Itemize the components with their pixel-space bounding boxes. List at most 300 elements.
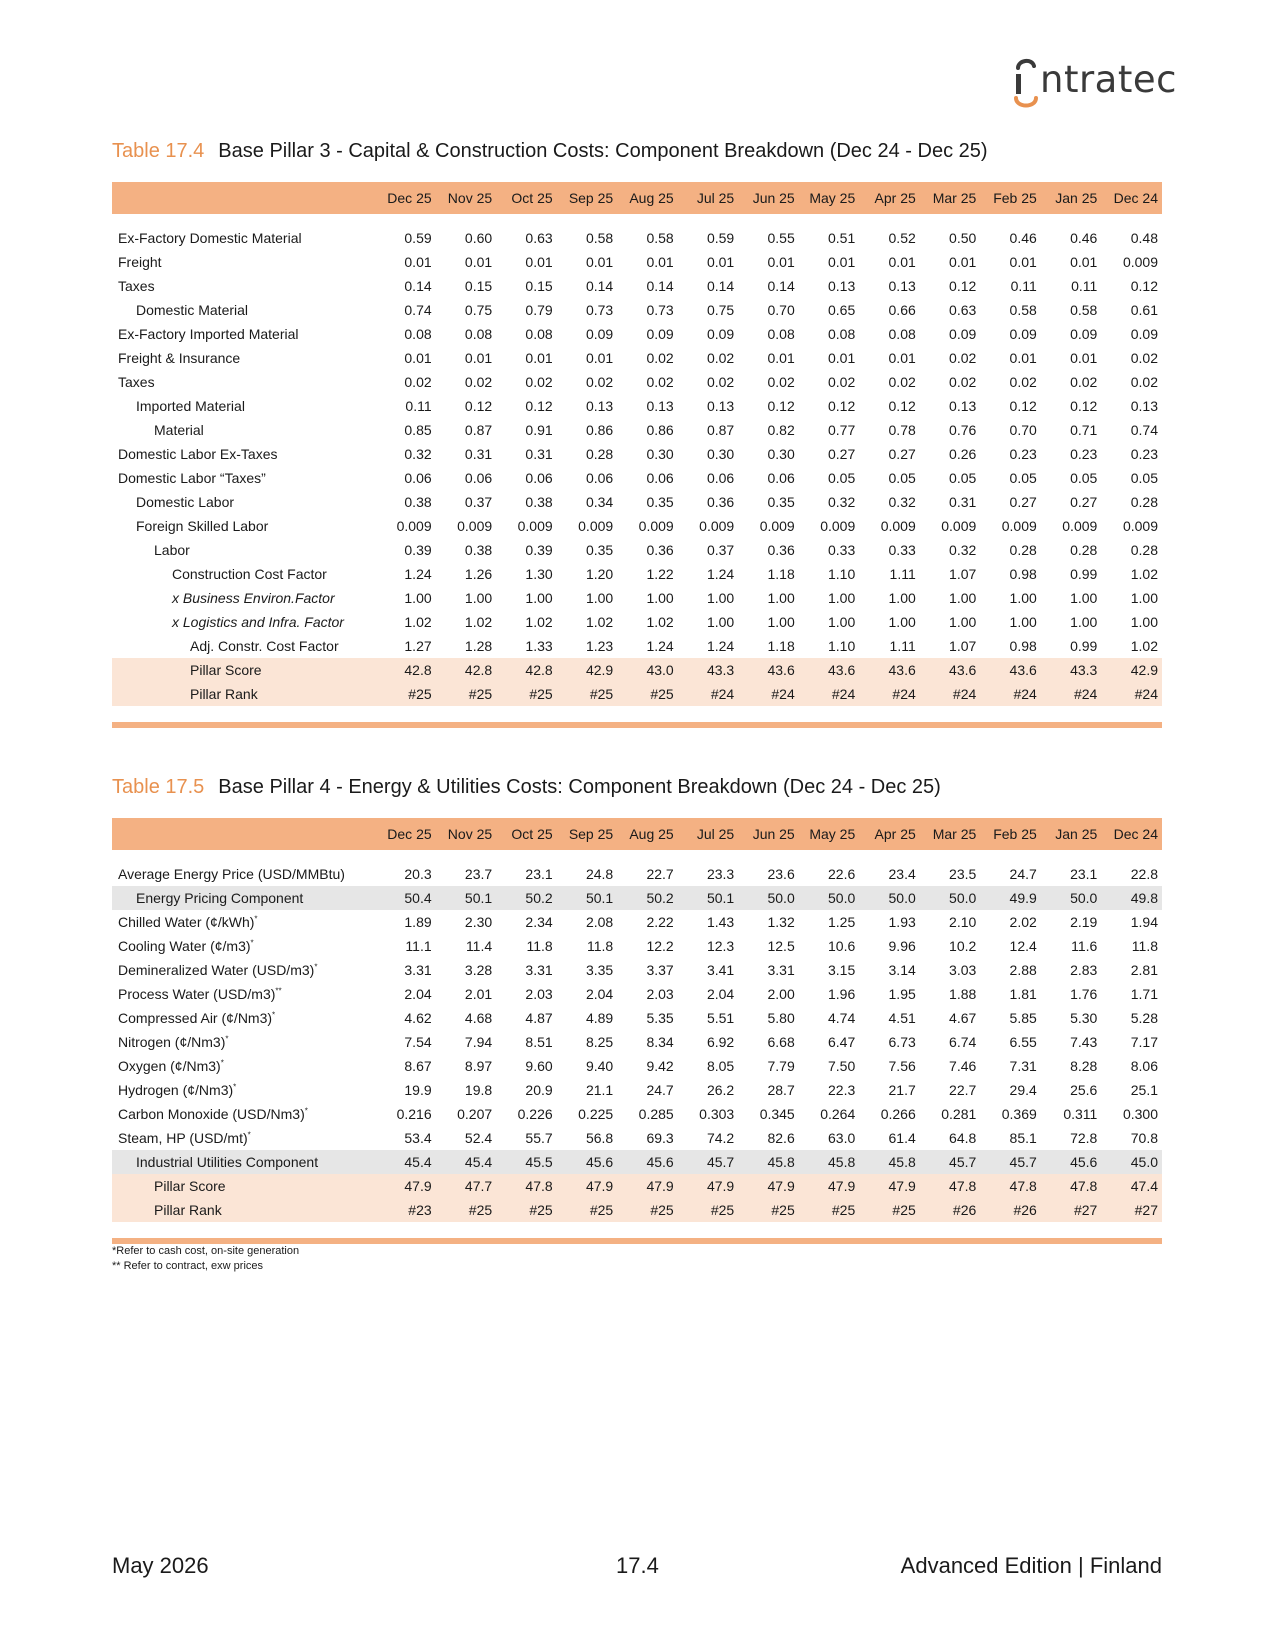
table-row — [112, 1102, 1162, 1126]
table-row — [112, 562, 1162, 586]
value-cell: #23 — [375, 1198, 436, 1222]
row-label — [112, 1198, 375, 1222]
value-cell: 72.8 — [1070, 1130, 1098, 1146]
value-cell: 1.18 — [767, 638, 795, 654]
value-cell: 0.05 — [949, 470, 977, 486]
value-cell: 0.009 — [517, 518, 553, 534]
value-cell: 8.67 — [404, 1058, 432, 1074]
value-cell: 0.01 — [646, 254, 674, 270]
value-cell: 0.28 — [1130, 494, 1158, 510]
value-cell: 45.7 — [980, 1150, 1041, 1174]
value-cell: 0.303 — [699, 1106, 735, 1122]
row-label-text: Domestic Labor “Taxes” — [118, 470, 266, 486]
value-cell: 0.13 — [828, 278, 856, 294]
value-cell: 50.1 — [678, 886, 739, 910]
value-cell: 1.02 — [464, 614, 493, 630]
value-cell: 0.01 — [1009, 350, 1037, 366]
value-cell: 1.00 — [949, 614, 977, 630]
row-label-text: Carbon Monoxide (USD/Nm3) — [118, 1106, 305, 1122]
value-cell: 22.6 — [828, 866, 856, 882]
value-cell: 0.09 — [646, 326, 674, 342]
value-cell: 1.76 — [1070, 986, 1098, 1002]
value-cell: 2.88 — [1009, 962, 1037, 978]
value-cell: 1.00 — [706, 590, 735, 606]
value-cell: 0.01 — [828, 254, 856, 270]
value-cell: 5.85 — [1009, 1010, 1037, 1026]
row-label — [112, 886, 375, 910]
value-cell: 1.00 — [949, 590, 977, 606]
value-cell: 1.00 — [404, 590, 432, 606]
value-cell: 6.68 — [767, 1034, 795, 1050]
row-label — [112, 1030, 375, 1054]
value-cell: 0.09 — [1009, 326, 1037, 342]
value-cell: 0.14 — [646, 278, 674, 294]
value-cell: 0.77 — [828, 422, 856, 438]
value-cell: 0.345 — [759, 1106, 795, 1122]
value-cell: 0.74 — [404, 302, 432, 318]
value-cell: 0.37 — [464, 494, 493, 510]
value-cell: 7.43 — [1070, 1034, 1098, 1050]
row-label-text: Demineralized Water (USD/m3) — [118, 962, 315, 978]
value-cell: 7.79 — [767, 1058, 795, 1074]
table-row — [112, 586, 1162, 610]
row-label — [112, 958, 375, 982]
value-cell: 1.00 — [1009, 614, 1037, 630]
table-caption: Base Pillar 4 - Energy & Utilities Costs: Component Breakdown (Dec 24 - Dec 25) — [218, 776, 941, 798]
value-cell: 1.30 — [525, 566, 553, 582]
table-row — [112, 682, 1162, 706]
value-cell: 0.01 — [1009, 254, 1037, 270]
value-cell: 0.02 — [949, 374, 977, 390]
value-cell: 10.6 — [828, 938, 856, 954]
value-cell: 0.71 — [1070, 422, 1098, 438]
table-number: Table 17.4 — [112, 140, 205, 162]
value-cell: 45.4 — [436, 1150, 497, 1174]
row-label — [112, 346, 375, 370]
value-cell: 0.08 — [464, 326, 493, 342]
value-cell: 0.86 — [646, 422, 674, 438]
value-cell: 8.28 — [1070, 1058, 1098, 1074]
column-header: Sep 25 — [557, 182, 618, 214]
value-cell: 11.4 — [465, 938, 493, 954]
row-label-text: Pillar Score — [154, 1178, 226, 1194]
value-cell: 47.9 — [617, 1174, 678, 1198]
column-header: May 25 — [799, 182, 860, 214]
value-cell: #26 — [980, 1198, 1041, 1222]
column-header: Dec 24 — [1101, 818, 1162, 850]
value-cell: 0.15 — [525, 278, 553, 294]
value-cell: 8.05 — [706, 1058, 735, 1074]
value-cell: 3.31 — [525, 962, 553, 978]
value-cell: 7.17 — [1130, 1034, 1158, 1050]
value-cell: 1.25 — [828, 914, 856, 930]
row-label-text: Pillar Rank — [154, 1202, 222, 1218]
value-cell: 0.01 — [525, 350, 553, 366]
value-cell: 0.28 — [1009, 542, 1037, 558]
row-label-text: Domestic Labor — [136, 494, 235, 510]
value-cell: 0.09 — [585, 326, 614, 342]
table-row — [112, 466, 1162, 490]
value-cell: 8.51 — [525, 1034, 553, 1050]
value-cell: 2.10 — [949, 914, 977, 930]
value-cell: 4.87 — [525, 1010, 553, 1026]
value-cell: 0.13 — [1130, 398, 1158, 414]
value-cell: 47.4 — [1101, 1174, 1162, 1198]
column-header: Dec 25 — [375, 818, 436, 850]
value-cell: 56.8 — [585, 1130, 614, 1146]
column-header: May 25 — [799, 818, 860, 850]
row-label-text: Taxes — [118, 278, 155, 294]
value-cell: 0.98 — [1009, 566, 1037, 582]
value-cell: 1.20 — [585, 566, 614, 582]
value-cell: 1.43 — [706, 914, 735, 930]
value-cell: 0.369 — [1001, 1106, 1037, 1122]
footnote-marker: * — [225, 1034, 229, 1044]
value-cell: 74.2 — [706, 1130, 735, 1146]
row-label-text: Imported Material — [136, 398, 245, 414]
row-label-text: Nitrogen (¢/Nm3) — [118, 1034, 226, 1050]
row-label-text: Average Energy Price (USD/MMBtu) — [118, 866, 345, 882]
value-cell: 1.10 — [828, 638, 856, 654]
value-cell: 0.36 — [706, 494, 735, 510]
value-cell: 1.24 — [706, 638, 735, 654]
value-cell: 1.00 — [828, 614, 856, 630]
value-cell: 22.7 — [646, 866, 674, 882]
value-cell: 23.4 — [888, 866, 916, 882]
value-cell: 70.8 — [1130, 1130, 1158, 1146]
value-cell: 6.55 — [1009, 1034, 1037, 1050]
value-cell: 42.9 — [557, 658, 618, 682]
value-cell: 0.12 — [888, 398, 916, 414]
value-cell: 42.8 — [375, 658, 436, 682]
table-17-4-title — [112, 140, 988, 163]
value-cell: 7.94 — [464, 1034, 493, 1050]
value-cell: #24 — [920, 682, 981, 706]
value-cell: 1.89 — [404, 914, 432, 930]
row-label — [112, 562, 375, 586]
value-cell: 47.8 — [1041, 1174, 1102, 1198]
row-label — [112, 1102, 375, 1126]
row-label-text: Pillar Score — [190, 662, 262, 678]
value-cell: 2.03 — [646, 986, 674, 1002]
value-cell: 8.06 — [1130, 1058, 1158, 1074]
column-header: Mar 25 — [920, 182, 981, 214]
value-cell: 9.96 — [888, 938, 916, 954]
value-cell: 12.5 — [767, 938, 795, 954]
row-label — [112, 658, 375, 682]
value-cell: 1.11 — [889, 638, 916, 654]
value-cell: 0.01 — [1070, 254, 1098, 270]
value-cell: 1.88 — [949, 986, 977, 1002]
value-cell: 1.02 — [1130, 566, 1158, 582]
value-cell: 0.12 — [767, 398, 795, 414]
value-cell: 2.00 — [767, 986, 795, 1002]
value-cell: 0.02 — [646, 374, 674, 390]
table-row — [112, 370, 1162, 394]
value-cell: 10.2 — [949, 938, 977, 954]
value-cell: 0.31 — [464, 446, 493, 462]
value-cell: 49.8 — [1101, 886, 1162, 910]
value-cell: 6.74 — [949, 1034, 977, 1050]
value-cell: 23.3 — [706, 866, 735, 882]
column-header: Apr 25 — [859, 182, 920, 214]
value-cell: 8.34 — [646, 1034, 674, 1050]
value-cell: 22.8 — [1130, 866, 1158, 882]
value-cell: 47.8 — [496, 1174, 557, 1198]
table-row — [112, 490, 1162, 514]
table-row — [112, 1126, 1162, 1150]
value-cell: 0.02 — [888, 374, 916, 390]
row-label-text: Taxes — [118, 374, 155, 390]
value-cell: 0.01 — [404, 254, 432, 270]
value-cell: 28.7 — [767, 1082, 795, 1098]
row-label-text: Domestic Labor Ex-Taxes — [118, 446, 278, 462]
value-cell: 24.7 — [1009, 866, 1037, 882]
value-cell: 0.48 — [1130, 230, 1158, 246]
value-cell: 0.01 — [767, 254, 795, 270]
value-cell: 50.0 — [799, 886, 860, 910]
value-cell: 47.9 — [557, 1174, 618, 1198]
value-cell: 0.75 — [706, 302, 735, 318]
value-cell: 0.59 — [706, 230, 735, 246]
value-cell: 2.19 — [1070, 914, 1098, 930]
row-label-text: Compressed Air (¢/Nm3) — [118, 1010, 273, 1026]
value-cell: 0.01 — [1070, 350, 1098, 366]
value-cell: 0.13 — [646, 398, 674, 414]
column-header: Mar 25 — [920, 818, 981, 850]
value-cell: 0.39 — [404, 542, 432, 558]
value-cell: 1.00 — [767, 590, 795, 606]
value-cell: #25 — [375, 682, 436, 706]
row-label-text: Oxygen (¢/Nm3) — [118, 1058, 221, 1074]
value-cell: 2.04 — [585, 986, 614, 1002]
value-cell: 1.18 — [767, 566, 795, 582]
row-label — [112, 982, 375, 1006]
value-cell: 1.02 — [404, 614, 432, 630]
value-cell: 49.9 — [980, 886, 1041, 910]
row-label-text: Ex-Factory Imported Material — [118, 326, 299, 342]
value-cell: 2.22 — [646, 914, 674, 930]
value-cell: 0.09 — [706, 326, 735, 342]
value-cell: 47.9 — [799, 1174, 860, 1198]
value-cell: 0.01 — [464, 350, 493, 366]
value-cell: 0.09 — [1130, 326, 1158, 342]
footnote-marker: * — [254, 914, 258, 924]
value-cell: 64.8 — [949, 1130, 977, 1146]
column-header: Apr 25 — [859, 818, 920, 850]
value-cell: #24 — [1101, 682, 1162, 706]
value-cell: 3.37 — [646, 962, 674, 978]
value-cell: 1.00 — [525, 590, 553, 606]
value-cell: 1.71 — [1130, 986, 1158, 1002]
value-cell: 0.78 — [888, 422, 916, 438]
value-cell: 0.05 — [1070, 470, 1098, 486]
table-row — [112, 274, 1162, 298]
value-cell: 0.02 — [1070, 374, 1098, 390]
footnote-marker: * — [220, 1058, 224, 1068]
value-cell: 0.281 — [941, 1106, 977, 1122]
value-cell: 42.8 — [496, 658, 557, 682]
value-cell: 0.05 — [1009, 470, 1037, 486]
value-cell: 0.01 — [706, 254, 735, 270]
value-cell: #24 — [738, 682, 799, 706]
table-row — [112, 1030, 1162, 1054]
value-cell: 0.63 — [525, 230, 553, 246]
value-cell: 1.00 — [464, 590, 493, 606]
value-cell: #25 — [436, 1198, 497, 1222]
table-header-row — [112, 182, 1162, 214]
row-label-text: x Business Environ.Factor — [172, 590, 335, 606]
value-cell: 0.05 — [888, 470, 916, 486]
value-cell: 5.51 — [706, 1010, 735, 1026]
value-cell: 50.1 — [436, 886, 497, 910]
value-cell: 1.94 — [1130, 914, 1158, 930]
value-cell: 43.3 — [678, 658, 739, 682]
value-cell: 1.00 — [1070, 614, 1098, 630]
row-label — [112, 418, 375, 442]
value-cell: 1.00 — [1130, 614, 1158, 630]
value-cell: 1.11 — [889, 566, 916, 582]
value-cell: 12.4 — [1009, 938, 1037, 954]
intratec-logo — [1010, 56, 1177, 112]
value-cell: 47.8 — [920, 1174, 981, 1198]
value-cell: 0.009 — [699, 518, 735, 534]
table-row — [112, 538, 1162, 562]
value-cell: 0.14 — [585, 278, 614, 294]
value-cell: 0.02 — [767, 374, 795, 390]
value-cell: 1.24 — [706, 566, 735, 582]
row-label — [112, 250, 375, 274]
value-cell: 11.6 — [1071, 938, 1098, 954]
value-cell: 50.0 — [920, 886, 981, 910]
value-cell: 52.4 — [464, 1130, 493, 1146]
value-cell: 0.38 — [464, 542, 493, 558]
value-cell: 0.05 — [1130, 470, 1158, 486]
value-cell: 53.4 — [404, 1130, 432, 1146]
value-cell: 23.1 — [1070, 866, 1098, 882]
value-cell: 29.4 — [1009, 1082, 1037, 1098]
value-cell: 0.06 — [585, 470, 614, 486]
value-cell: 8.25 — [585, 1034, 614, 1050]
value-cell: 1.00 — [1009, 590, 1037, 606]
column-header: Jul 25 — [678, 818, 739, 850]
value-cell: 0.08 — [828, 326, 856, 342]
table-row — [112, 658, 1162, 682]
value-cell: 0.31 — [525, 446, 553, 462]
value-cell: 0.73 — [646, 302, 674, 318]
value-cell: 50.0 — [1041, 886, 1102, 910]
value-cell: 1.00 — [1070, 590, 1098, 606]
table-row — [112, 1150, 1162, 1174]
value-cell: 1.23 — [585, 638, 614, 654]
table-17-5-title — [112, 776, 941, 799]
value-cell: 1.27 — [404, 638, 432, 654]
row-label — [112, 1054, 375, 1078]
value-cell: 5.28 — [1130, 1010, 1158, 1026]
value-cell: 43.6 — [980, 658, 1041, 682]
value-cell: 45.8 — [799, 1150, 860, 1174]
value-cell: 3.35 — [585, 962, 614, 978]
value-cell: #25 — [496, 682, 557, 706]
row-label-text: Adj. Constr. Cost Factor — [190, 638, 339, 654]
value-cell: 0.58 — [646, 230, 674, 246]
value-cell: 0.33 — [888, 542, 916, 558]
value-cell: 3.03 — [949, 962, 977, 978]
value-cell: 82.6 — [767, 1130, 795, 1146]
value-cell: 4.74 — [828, 1010, 856, 1026]
row-label — [112, 322, 375, 346]
value-cell: 0.207 — [457, 1106, 493, 1122]
value-cell: 0.66 — [888, 302, 916, 318]
value-cell: 0.50 — [949, 230, 977, 246]
value-cell: 0.27 — [1070, 494, 1098, 510]
table-row — [112, 226, 1162, 250]
value-cell: 0.12 — [1009, 398, 1037, 414]
value-cell: 7.50 — [828, 1058, 856, 1074]
value-cell: 2.81 — [1130, 962, 1158, 978]
row-label — [112, 442, 375, 466]
value-cell: #25 — [436, 682, 497, 706]
value-cell: 47.9 — [859, 1174, 920, 1198]
value-cell: 0.27 — [888, 446, 916, 462]
table-row — [112, 610, 1162, 634]
column-header: Jul 25 — [678, 182, 739, 214]
value-cell: 5.35 — [646, 1010, 674, 1026]
table-row — [112, 298, 1162, 322]
table-header-row — [112, 818, 1162, 850]
value-cell: 0.225 — [578, 1106, 614, 1122]
table-row — [112, 934, 1162, 958]
value-cell: 0.32 — [949, 542, 977, 558]
value-cell: 1.32 — [767, 914, 795, 930]
value-cell: 24.8 — [585, 866, 614, 882]
energy-utilities-costs-table — [112, 818, 1162, 1244]
value-cell: 20.3 — [404, 866, 432, 882]
value-cell: 45.4 — [375, 1150, 436, 1174]
value-cell: 0.01 — [585, 254, 614, 270]
value-cell: 0.009 — [396, 518, 432, 534]
row-label-text: Construction Cost Factor — [172, 566, 327, 582]
row-label — [112, 682, 375, 706]
value-cell: 0.15 — [464, 278, 493, 294]
row-label — [112, 1078, 375, 1102]
value-cell: #25 — [496, 1198, 557, 1222]
value-cell: 0.30 — [767, 446, 795, 462]
value-cell: #25 — [738, 1198, 799, 1222]
value-cell: 43.6 — [859, 658, 920, 682]
value-cell: 11.8 — [586, 938, 614, 954]
value-cell: 1.00 — [888, 614, 916, 630]
value-cell: 50.0 — [859, 886, 920, 910]
value-cell: 0.009 — [941, 518, 977, 534]
row-label-text: Freight — [118, 254, 162, 270]
value-cell: 45.5 — [496, 1150, 557, 1174]
value-cell: #24 — [980, 682, 1041, 706]
value-cell: 1.00 — [828, 590, 856, 606]
column-header: Dec 24 — [1101, 182, 1162, 214]
value-cell: 0.08 — [888, 326, 916, 342]
footnote-marker: * — [304, 1106, 308, 1116]
row-label — [112, 226, 375, 250]
value-cell: 0.31 — [949, 494, 977, 510]
row-label — [112, 634, 375, 658]
column-header: Jan 25 — [1041, 182, 1102, 214]
value-cell: 23.7 — [464, 866, 493, 882]
value-cell: 0.38 — [525, 494, 553, 510]
value-cell: 0.12 — [949, 278, 977, 294]
table-footnotes — [112, 1244, 299, 1274]
value-cell: 4.89 — [585, 1010, 614, 1026]
